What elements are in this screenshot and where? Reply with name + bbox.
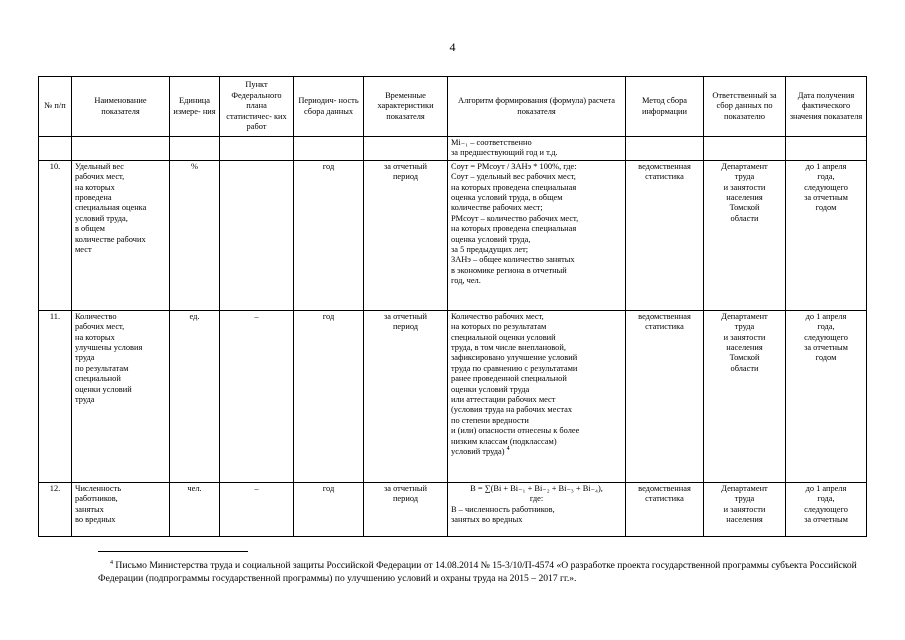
algorithm: B = ∑(Bi + Bi₋₁ + Bi₋₂ + Bi₋₃ + Bi₋₄), где: B – численность работников, занятых во вредных [448, 482, 626, 536]
responsible: Департамент труда и занятости населения Томской области [704, 160, 786, 310]
footnote-mark: 4 [110, 559, 113, 566]
row-number: 12. [39, 482, 72, 536]
footnote-separator [98, 551, 248, 552]
header-algorithm: Алгоритм формирования (формула) расчета показателя [448, 77, 626, 137]
footnote [98, 560, 868, 585]
periodicity: год [294, 310, 364, 482]
header-responsible: Ответственный за сбор данных по показателю [704, 77, 786, 137]
plan-item [220, 160, 294, 310]
indicator-name: Количество рабочих мест, на которых улучшены условия труда по результатам специальной оценки условий труда [72, 310, 170, 482]
page-number: 4 [449, 40, 456, 54]
unit: чел. [170, 482, 220, 536]
plan-item: – [220, 482, 294, 536]
unit: ед. [170, 310, 220, 482]
header-plan-item: Пункт Федерального плана статистичес- ких работ [220, 77, 294, 137]
header-name: Наименование показателя [72, 77, 170, 137]
collection-method: ведомственная статистика [626, 310, 704, 482]
periodicity: год [294, 482, 364, 536]
header-time: Временные характеристики показателя [364, 77, 448, 137]
time-characteristic: за отчетный период [364, 310, 448, 482]
header-row [39, 77, 867, 137]
indicator-name: Удельный вес рабочих мест, на которых проведена специальная оценка условий труда, в общем количестве рабочих мест [72, 160, 170, 310]
header-periodicity: Периодич- ность сбора данных [294, 77, 364, 137]
table-row [39, 310, 867, 482]
receipt-date: до 1 апреля года, следующего за отчетным годом [786, 160, 867, 310]
header-method: Метод сбора информации [626, 77, 704, 137]
row-number: 10. [39, 160, 72, 310]
receipt-date: до 1 апреля года, следующего за отчетным [786, 482, 867, 536]
table-row [39, 482, 867, 536]
header-date: Дата получения фактического значения показателя [786, 77, 867, 137]
responsible: Департамент труда и занятости населения [704, 482, 786, 536]
receipt-date: до 1 апреля года, следующего за отчетным годом [786, 310, 867, 482]
responsible: Департамент труда и занятости населения Томской области [704, 310, 786, 482]
collection-method: ведомственная статистика [626, 160, 704, 310]
indicator-name: Численность работников, занятых во вредных [72, 482, 170, 536]
time-characteristic: за отчетный период [364, 482, 448, 536]
algorithm: Количество рабочих мест, на которых по результатам специальной оценки условий труда, в том числе внеплановой, зафиксировано улучшение условий труда по сравнению с результатами ранее проведенной специальной оценки условий труда или аттестации рабочих мест (условия труда на рабочих местах по степени вредности и (или) опасности отнесены к более низким классам (подклассам) условий труда) $^4$ [448, 310, 626, 482]
continuation-algorithm: Mi₋₁ – соответственно за предшествующий год и т.д. [448, 137, 626, 161]
indicators-table [38, 76, 867, 537]
periodicity: год [294, 160, 364, 310]
table-row [39, 160, 867, 310]
footnote-reference: 4 [506, 446, 510, 453]
algorithm: Соут = РМсоут / ЗАНэ * 100%, где: Соут – удельный вес рабочих мест, на которых проведена специальная оценка условий труда, в общем количестве рабочих мест; РМсоут – количество рабочих мест, на которых проведена специальная оценка условий труда, за 5 предыдущих лет; ЗАНэ – общее количество занятых в экономике региона в отчетный год, чел. [448, 160, 626, 310]
footnote-text: Письмо Министерства труда и социальной защиты Российской Федерации от 14.08.2014 № 15-3/10/П-4574 «О разработке проекта государственной программы субъекта Российской Федерации (подпрограммы государственной программы) по улучшению условий и охраны труда на 2015 – 2017 гг.». [98, 560, 857, 584]
unit: % [170, 160, 220, 310]
algorithm-last-line: условий труда) $^4$ [451, 446, 510, 457]
header-unit: Единица измере- ния [170, 77, 220, 137]
header-num: № п/п [39, 77, 72, 137]
plan-item: – [220, 310, 294, 482]
time-characteristic: за отчетный период [364, 160, 448, 310]
continuation-row [39, 137, 867, 161]
row-number: 11. [39, 310, 72, 482]
collection-method: ведомственная статистика [626, 482, 704, 536]
